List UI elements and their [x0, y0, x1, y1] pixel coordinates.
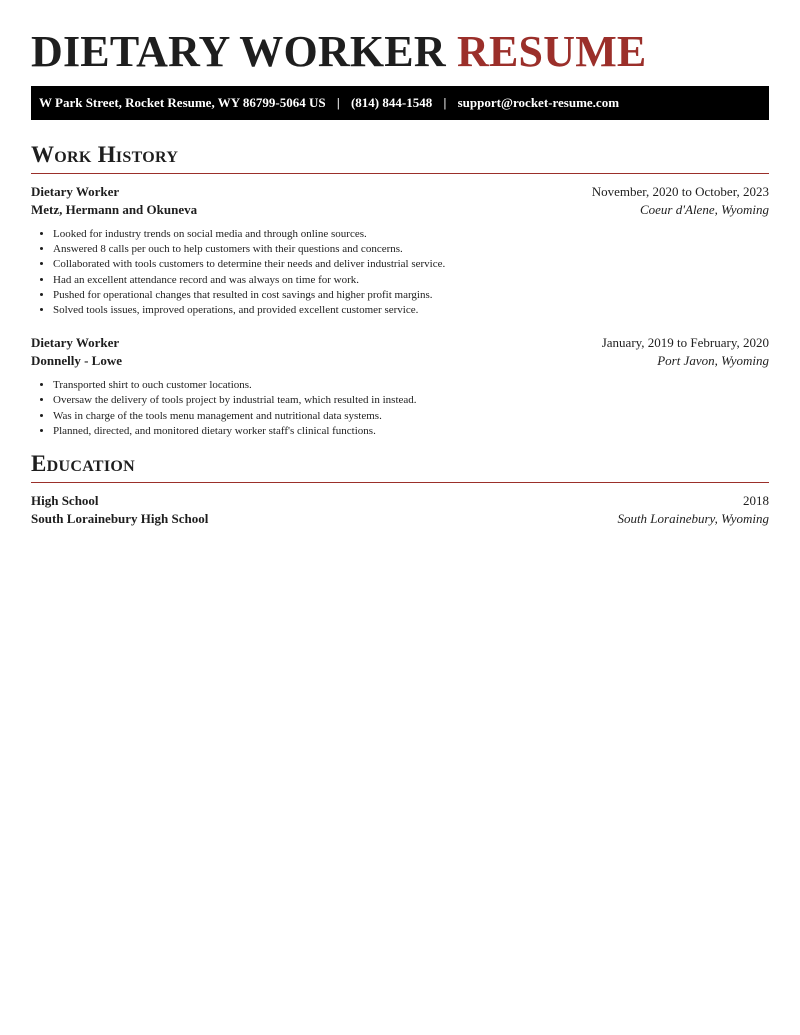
work-history-heading: Work History: [31, 142, 769, 174]
job-bullet: • Planned, directed, and monitored dietary worker staff's clinical functions.: [53, 424, 769, 439]
job-entry: [31, 334, 769, 439]
education-entry: [31, 492, 769, 528]
job-bullet: • Collaborated with tools customers to determine their needs and deliver industrial service.: [53, 257, 769, 272]
job-bullet: • Answered 8 calls per ouch to help customers with their questions and concerns.: [53, 242, 769, 257]
resume-title-accent: RESUME: [457, 27, 647, 76]
job-company: Metz, Hermann and Okuneva: [31, 202, 198, 217]
contact-separator: |: [443, 95, 447, 110]
contact-bar: [31, 86, 769, 120]
job-location: Coeur d'Alene, Wyoming: [639, 202, 769, 217]
education-school: South Lorainebury High School: [31, 511, 209, 527]
work-history-section: [31, 142, 769, 439]
job-dates: January, 2019 to February, 2020: [601, 335, 769, 351]
education-section: [31, 451, 769, 528]
job-bullets: [31, 227, 769, 318]
job-bullet: • Was in charge of the tools menu management and nutritional data systems.: [53, 409, 769, 424]
job-title: Dietary Worker: [31, 335, 120, 351]
contact-phone: (814) 844-1548: [350, 95, 433, 110]
contact-address: W Park Street, Rocket Resume, WY 86799-5064 US: [39, 95, 326, 110]
education-degree: High School: [31, 493, 99, 509]
job-title: Dietary Worker: [31, 184, 120, 199]
job-bullet: • Oversaw the delivery of tools project by industrial team, which resulted in instead.: [53, 393, 769, 408]
job-entry: [31, 183, 769, 318]
education-year: 2018: [743, 493, 769, 509]
job-bullet: • Had an excellent attendance record and was always on time for work.: [53, 273, 769, 288]
job-bullet: • Pushed for operational changes that resulted in cost savings and higher profit margins.: [53, 288, 769, 303]
education-heading: Education: [31, 451, 769, 483]
contact-email: support@rocket-resume.com: [457, 95, 620, 110]
contact-separator: |: [336, 95, 340, 110]
job-bullet: • Transported shirt to ouch customer locations.: [53, 378, 769, 393]
job-bullet: • Solved tools issues, improved operations, and provided excellent customer service.: [53, 303, 769, 318]
job-bullet: • Looked for industry trends on social media and through online sources.: [53, 227, 769, 242]
job-company: Donnelly - Lowe: [31, 353, 122, 369]
job-dates: November, 2020 to October, 2023: [591, 184, 769, 199]
job-location: Port Javon, Wyoming: [657, 353, 769, 369]
resume-title: [31, 0, 769, 76]
job-bullets: [31, 378, 769, 439]
resume-title-main: DIETARY WORKER: [31, 27, 446, 76]
education-location: South Lorainebury, Wyoming: [617, 511, 769, 527]
